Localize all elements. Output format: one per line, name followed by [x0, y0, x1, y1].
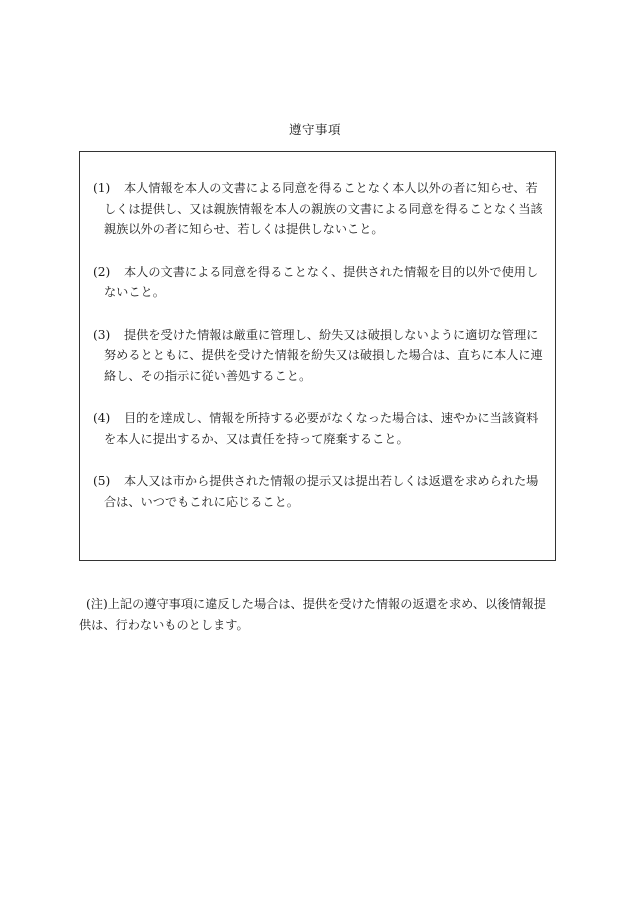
- rule-number: (1): [93, 181, 111, 195]
- rule-item-1: [93, 178, 549, 240]
- note-paragraph: [79, 594, 556, 636]
- rule-item-5: [93, 471, 549, 512]
- note-label: (注): [86, 597, 108, 611]
- rule-number: (4): [93, 411, 111, 425]
- rule-number: (2): [93, 264, 111, 279]
- rule-text: 本人又は市から提供された情報の提示又は提出若しくは返還を求められた場合は、いつでもこれに応じること。: [104, 474, 539, 509]
- rule-number: (3): [93, 327, 111, 342]
- rule-text: 提供を受けた情報は厳重に管理し、紛失又は破損しないように適切な管理に努めるとともに、提供を受けた情報を紛失又は破損した場合は、直ちに本人に連絡し、その指示に従い善処すること。: [104, 327, 543, 383]
- rule-text: 目的を達成し、情報を所持する必要がなくなった場合は、速やかに当該資料を本人に提出するか、又は責任を持って廃棄すること。: [104, 411, 539, 446]
- rule-item-2: [93, 262, 549, 303]
- rule-text: 本人の文書による同意を得ることなく、提供された情報を目的以外で使用しないこと。: [104, 264, 539, 299]
- rules-box: [79, 151, 556, 561]
- rule-text: 本人情報を本人の文書による同意を得ることなく本人以外の者に知らせ、若しくは提供し、又は親族情報を本人の親族の文書による同意を得ることなく当該親族以外の者に知らせ、若しくは提供しないこと。: [104, 181, 543, 236]
- rule-item-3: [93, 325, 549, 387]
- page-title: 遵守事項: [288, 122, 341, 137]
- note-text: 上記の遵守事項に違反した場合は、提供を受けた情報の返還を求め、以後情報提供は、行わないものとします。: [79, 597, 546, 632]
- rule-number: (5): [93, 474, 111, 488]
- rule-item-4: [93, 408, 549, 449]
